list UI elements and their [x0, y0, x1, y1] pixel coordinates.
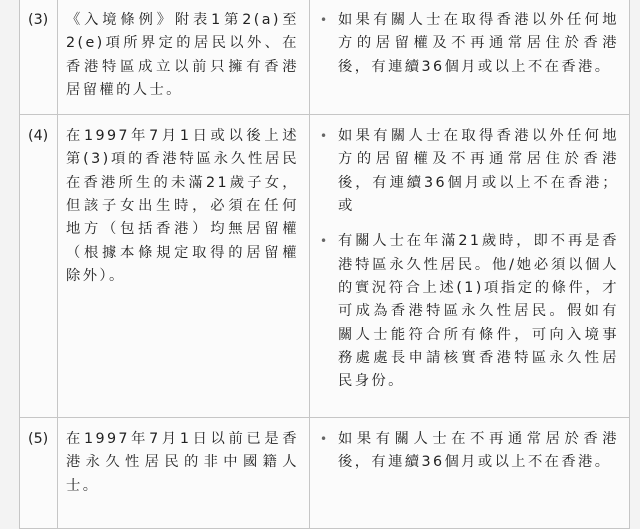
- condition-item: [320, 125, 619, 218]
- condition-text: 如果有關人士在不再通常居於香港後，有連續36個月或以上不在香港。: [338, 431, 619, 471]
- condition-item: [320, 9, 619, 79]
- condition-item: [320, 230, 619, 393]
- row-number: (4): [20, 115, 58, 418]
- resident-category: 在1997年7月1日以前已是香港永久性居民的非中國籍人士。: [58, 418, 310, 529]
- loss-conditions: [310, 418, 630, 529]
- table-row: [20, 115, 630, 418]
- condition-text: 有關人士在年滿21歲時，即不再是香港特區永久性居民。他/她必須以個人的實況符合上述(1)項指定的條件，才可成為香港特區永久性居民。假如有關人士能符合所有條件，可向入境事務處處長申請核實香港特區永久性居民身份。: [338, 233, 619, 390]
- bullet-icon: •: [320, 13, 328, 27]
- resident-category: 在1997年7月1日或以後上述第(3)項的香港特區永久性居民在香港所生的未滿21歲子女，但該子女出生時，必須在任何地方（包括香港）均無居留權（根據本條規定取得的居留權除外）。: [58, 115, 310, 418]
- condition-text: 如果有關人士在取得香港以外任何地方的居留權及不再通常居住於香港後，有連續36個月或以上不在香港；或: [338, 128, 619, 215]
- bullet-icon: •: [320, 234, 328, 249]
- condition-text: 如果有關人士在取得香港以外任何地方的居留權及不再通常居住於香港後，有連續36個月或以上不在香港。: [338, 12, 619, 75]
- row-number: (3): [20, 0, 58, 115]
- loss-conditions: [310, 115, 630, 418]
- bullet-icon: •: [320, 432, 328, 447]
- bullet-icon: •: [320, 129, 328, 144]
- resident-category: 《入境條例》附表1第2(a)至2(e)項所界定的居民以外、在香港特區成立以前只擁有香港居留權的人士。: [58, 0, 310, 115]
- loss-conditions: [310, 0, 630, 115]
- condition-item: [320, 428, 619, 475]
- row-number: (5): [20, 418, 58, 529]
- residency-table: [19, 0, 630, 529]
- table-row: [20, 0, 630, 115]
- table-row: [20, 418, 630, 529]
